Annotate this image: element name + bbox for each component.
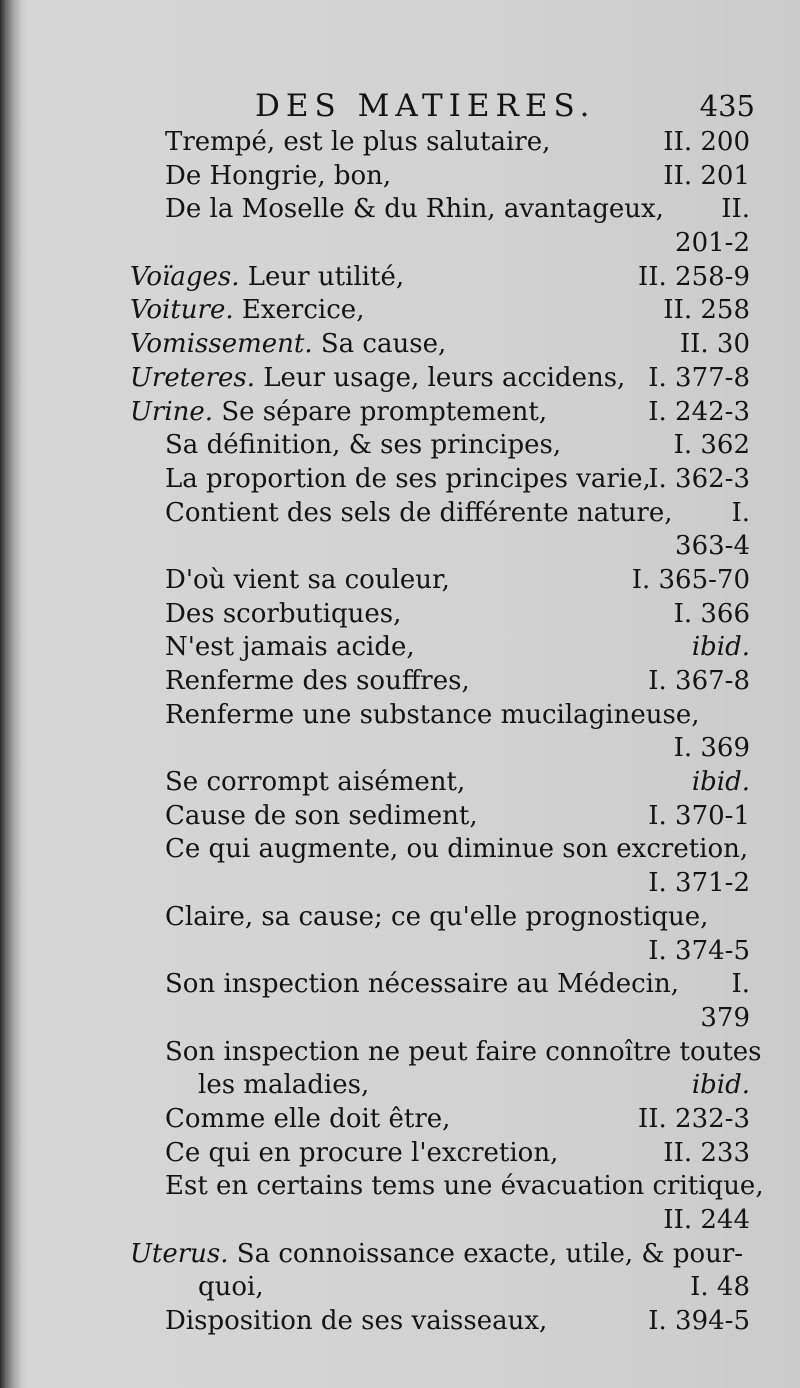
index-entry-text: les maladies,: [198, 1070, 370, 1101]
index-line: [0, 328, 800, 362]
index-entry-text: Se corrompt aisément,: [165, 767, 466, 798]
page-reference: 363-4: [675, 531, 750, 562]
index-line: [0, 261, 800, 295]
page-reference: I. 362: [673, 430, 750, 461]
index-line-text: [165, 665, 470, 699]
index-line: [0, 160, 800, 194]
page-reference: I. 369: [673, 733, 750, 764]
page-number: 435: [699, 89, 755, 123]
index-entries: [0, 126, 800, 1339]
index-entry-text: Est en certains tems une évacuation critique,: [165, 1171, 764, 1202]
index-line-text: [130, 1238, 743, 1272]
index-line: [0, 126, 800, 160]
index-line: [0, 1103, 800, 1137]
index-entry-text: Sa connoissance exacte, utile, & pour-: [236, 1238, 744, 1269]
index-line: [0, 867, 800, 901]
index-line-text: [165, 598, 401, 632]
index-entry-text: Leur usage, leurs accidens,: [263, 362, 626, 393]
page-reference: I. 48: [690, 1272, 750, 1303]
index-entry-text: Contient des sels de différente nature,: [165, 497, 673, 528]
index-line: [0, 800, 800, 834]
page-reference: II. 201: [663, 160, 750, 191]
index-line: [0, 362, 800, 396]
index-entry-text: Sa définition, & ses principes,: [165, 430, 562, 461]
index-line-text: [165, 1137, 558, 1171]
index-entry-text: Se sépare promptement,: [221, 396, 548, 427]
index-line: [0, 968, 800, 1002]
page-reference: I. 362-3: [648, 463, 750, 494]
header-title: DES MATIERES.: [255, 88, 596, 124]
index-line-text: [165, 901, 708, 935]
page-reference: I. 371-2: [648, 868, 750, 899]
index-entry-text: Leur utilité,: [247, 261, 405, 292]
index-line: [0, 1271, 800, 1305]
index-line: [0, 227, 800, 261]
page-reference: I.: [731, 497, 750, 528]
page-reference: I.: [731, 969, 750, 1000]
index-line: [0, 935, 800, 969]
index-line-text: [130, 294, 364, 328]
index-line: [0, 1036, 800, 1070]
index-line: [0, 1238, 800, 1272]
index-entry-text: Sa cause,: [320, 329, 447, 360]
index-headword: Voiture.: [130, 295, 234, 326]
index-line: [0, 193, 800, 227]
page-reference: I. 365-70: [631, 564, 750, 595]
index-line-text: [130, 362, 625, 396]
page-reference: ibid.: [691, 632, 750, 663]
page-reference: II.: [721, 194, 750, 225]
index-line-text: [165, 497, 672, 531]
page-reference: I. 394-5: [648, 1306, 750, 1337]
index-entry-text: Des scorbutiques,: [165, 598, 402, 629]
index-entry-text: Renferme des souffres,: [165, 666, 470, 696]
index-entry-text: Son inspection ne peut faire connoître toutes: [165, 1036, 762, 1067]
page-reference: I. 242-3: [648, 396, 750, 427]
index-line: [0, 564, 800, 598]
index-entry-text: D'où vient sa couleur,: [165, 564, 450, 595]
index-line-text: [165, 463, 651, 497]
page-reference: ibid.: [691, 1070, 750, 1101]
index-entry-text: De Hongrie, bon,: [165, 160, 392, 191]
index-line: [0, 598, 800, 632]
index-line: [0, 463, 800, 497]
index-entry-text: Renferme une substance mucilagineuse,: [165, 699, 700, 730]
index-line-text: [165, 193, 664, 227]
index-line-text: [198, 1271, 264, 1305]
index-line: [0, 1137, 800, 1171]
index-line-text: [198, 1069, 369, 1103]
page-reference: II. 258-9: [637, 261, 750, 292]
index-entry-text: Comme elle doit être,: [165, 1103, 451, 1134]
index-entry-text: quoi,: [198, 1272, 264, 1303]
page-reference: I. 374-5: [648, 935, 750, 966]
index-line: [0, 1069, 800, 1103]
index-line-text: [165, 429, 561, 463]
index-line-text: [165, 766, 465, 800]
index-headword: Uterus.: [130, 1238, 229, 1269]
index-line: [0, 766, 800, 800]
index-line-text: [165, 800, 478, 834]
index-line: [0, 631, 800, 665]
index-entry-text: Ce qui en procure l'excretion,: [165, 1137, 559, 1168]
index-line: [0, 1305, 800, 1339]
page-reference: I. 370-1: [648, 800, 750, 831]
page-reference: 201-2: [675, 228, 750, 259]
index-line: [0, 429, 800, 463]
index-entry-text: Exercice,: [241, 295, 365, 326]
index-line: [0, 699, 800, 733]
index-headword: Vomissement.: [130, 329, 313, 360]
index-line: [0, 396, 800, 430]
index-line: [0, 833, 800, 867]
page-reference: II. 232-3: [637, 1103, 750, 1134]
index-line: [0, 1204, 800, 1238]
index-headword: Ureteres.: [130, 362, 255, 393]
index-line-text: [165, 160, 391, 194]
index-line: [0, 294, 800, 328]
index-line-text: [130, 396, 547, 430]
index-entry-text: Son inspection nécessaire au Médecin,: [165, 969, 679, 1000]
index-line-text: [165, 833, 748, 867]
index-entry-text: Claire, sa cause; ce qu'elle prognostique,: [165, 901, 709, 932]
index-line-text: [165, 1103, 450, 1137]
page-reference: 379: [700, 1002, 750, 1033]
index-entry-text: Cause de son sediment,: [165, 800, 478, 831]
page-reference: II. 200: [663, 127, 750, 157]
index-line-text: [165, 1170, 764, 1204]
page-reference: II. 244: [663, 1205, 750, 1235]
index-entry-text: Ce qui augmente, ou diminue son excretion,: [165, 834, 749, 865]
index-line: [0, 497, 800, 531]
index-line-text: [165, 1036, 762, 1070]
index-line-text: [165, 699, 700, 733]
page-reference: II. 233: [663, 1137, 750, 1168]
index-line-text: [165, 631, 415, 665]
index-headword: Urine.: [130, 396, 214, 427]
page-reference: II. 30: [679, 329, 750, 360]
index-line-text: [165, 126, 550, 160]
index-entry-text: Disposition de ses vaisseaux,: [165, 1306, 548, 1337]
index-line-text: [130, 328, 446, 362]
page-reference: I. 377-8: [648, 362, 750, 393]
index-line: [0, 530, 800, 564]
index-line-text: [165, 564, 450, 598]
index-entry-text: Trempé, est le plus salutaire,: [165, 127, 551, 157]
index-headword: Voïages.: [130, 261, 240, 292]
index-line: [0, 732, 800, 766]
page-reference: II. 258: [663, 295, 750, 326]
running-header: [255, 86, 755, 126]
index-line: [0, 1002, 800, 1036]
index-line: [0, 665, 800, 699]
index-line-text: [130, 261, 404, 295]
page-reference: I. 366: [673, 598, 750, 629]
page-reference: ibid.: [691, 767, 750, 798]
index-line: [0, 901, 800, 935]
index-line-text: [165, 1305, 547, 1339]
index-entry-text: La proportion de ses principes varie,: [165, 463, 651, 494]
index-line: [0, 1170, 800, 1204]
index-line-text: [165, 968, 679, 1002]
index-entry-text: De la Moselle & du Rhin, avantageux,: [165, 194, 664, 225]
index-entry-text: N'est jamais acide,: [165, 632, 415, 663]
page-reference: I. 367-8: [648, 666, 750, 696]
